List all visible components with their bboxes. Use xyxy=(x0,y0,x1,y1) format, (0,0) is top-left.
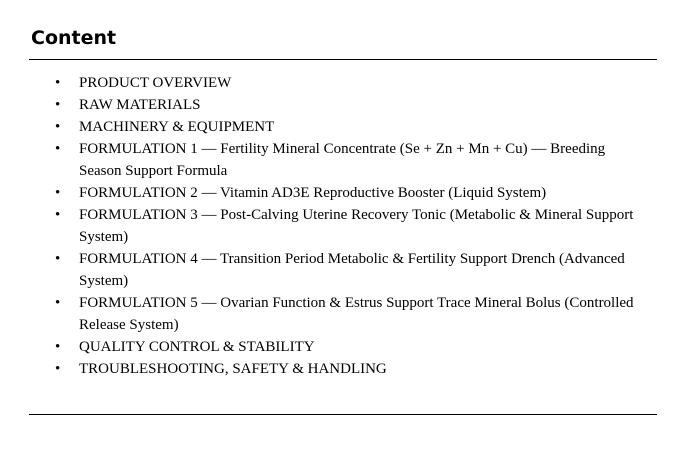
list-item[interactable] xyxy=(55,72,649,94)
page-title: Content xyxy=(31,27,117,49)
list-item-label[interactable]: FORMULATION 4 — Transition Period Metabolic & Fertility Support Drench (Advanced System) xyxy=(79,251,625,289)
list-item[interactable] xyxy=(55,336,649,358)
list-item-label[interactable]: RAW MATERIALS xyxy=(79,97,201,113)
list-item[interactable] xyxy=(55,358,649,380)
bullet-icon: • xyxy=(55,295,61,311)
bullet-icon: • xyxy=(55,119,61,135)
bullet-icon: • xyxy=(55,75,61,91)
list-item[interactable] xyxy=(55,94,649,116)
list-item[interactable] xyxy=(55,248,649,292)
table-of-contents xyxy=(55,72,649,380)
bullet-icon: • xyxy=(55,207,61,223)
bullet-icon: • xyxy=(55,97,61,113)
list-item-label[interactable]: QUALITY CONTROL & STABILITY xyxy=(79,339,315,355)
bullet-icon: • xyxy=(55,361,61,377)
bullet-icon: • xyxy=(55,339,61,355)
list-item-label[interactable]: TROUBLESHOOTING, SAFETY & HANDLING xyxy=(79,361,387,377)
list-item[interactable] xyxy=(55,116,649,138)
list-item-label[interactable]: FORMULATION 3 — Post-Calving Uterine Recovery Tonic (Metabolic & Mineral Support System) xyxy=(79,207,634,245)
bullet-icon: • xyxy=(55,251,61,267)
list-item-label[interactable]: FORMULATION 5 — Ovarian Function & Estrus Support Trace Mineral Bolus (Controlled Release System) xyxy=(79,295,634,333)
list-item-label[interactable]: MACHINERY & EQUIPMENT xyxy=(79,119,275,135)
divider-bottom xyxy=(29,414,657,415)
divider-top xyxy=(29,59,657,60)
list-item-label[interactable]: PRODUCT OVERVIEW xyxy=(79,75,232,91)
bullet-icon: • xyxy=(55,141,61,157)
list-item[interactable] xyxy=(55,292,649,336)
list-item[interactable] xyxy=(55,182,649,204)
bullet-icon: • xyxy=(55,185,61,201)
list-item-label[interactable]: FORMULATION 1 — Fertility Mineral Concentrate (Se + Zn + Mn + Cu) — Breeding Season Support Formula xyxy=(79,141,606,179)
list-item[interactable] xyxy=(55,204,649,248)
list-item-label[interactable]: FORMULATION 2 — Vitamin AD3E Reproductive Booster (Liquid System) xyxy=(79,185,547,201)
list-item[interactable] xyxy=(55,138,649,182)
